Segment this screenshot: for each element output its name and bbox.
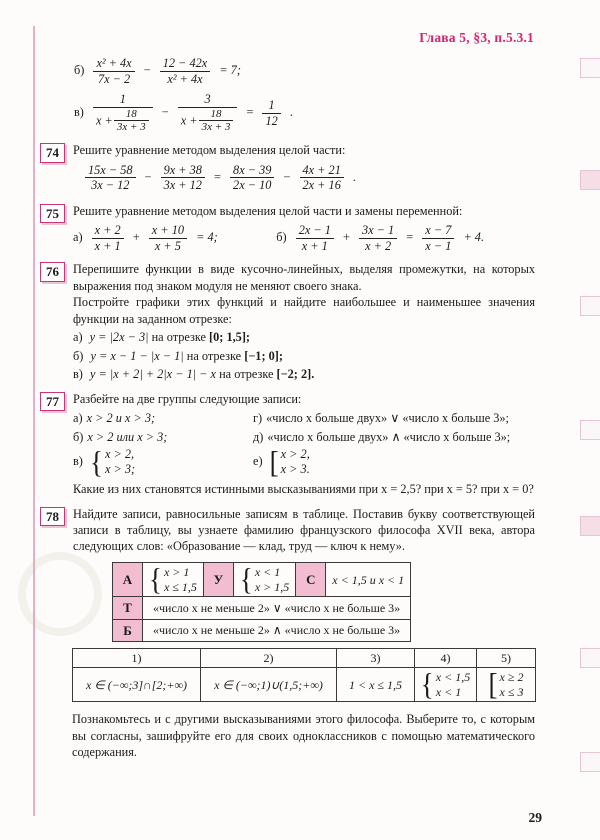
adjacent-page-bleed-box [580, 516, 600, 536]
system-lines [281, 447, 310, 477]
chapter-header: Глава 5, §3, п.5.3.1 [419, 30, 534, 45]
exercise-item-b [74, 56, 535, 86]
numerator: 15x − 58 [85, 163, 136, 179]
problem-78 [38, 506, 535, 555]
letters-table [112, 562, 411, 642]
nested-fraction [199, 108, 234, 135]
denominator: x² + 4x [167, 71, 203, 86]
denominator: x + 2 [365, 238, 392, 253]
adjacent-page-bleed-box [580, 420, 600, 440]
item-label: б) [73, 348, 84, 363]
condition-cell [233, 562, 295, 596]
denominator: 2x + 16 [302, 178, 341, 193]
numerator: 1 [93, 92, 153, 108]
item-label: б) [74, 62, 85, 77]
problem-77 [38, 391, 535, 498]
problem-76-text1: Перепишите функции в виде кусочно-линейных, выделяя промежутки, на которых выражения под знаком модуля не меняют своего знака. [73, 262, 535, 293]
item-v [73, 444, 253, 479]
interval: [0; 1,5]; [209, 330, 251, 345]
letter-cell-u: У [203, 562, 233, 596]
equation-tail: . [289, 105, 293, 120]
numerator: 12 − 42x [160, 56, 211, 72]
item-label: е) [253, 453, 263, 468]
problem-76-text2: Постройте графики этих функций и найдите наибольшее и наименьшее значения функции на заданном отрезке: [73, 295, 535, 326]
fraction [296, 223, 334, 253]
problem-74-number-box [40, 143, 65, 194]
table-header-row [73, 649, 536, 668]
problem-77-items [73, 410, 535, 477]
fraction [85, 163, 136, 193]
item-d [253, 429, 535, 445]
denominator: x − 1 [425, 238, 452, 253]
item-label: а) [73, 330, 83, 345]
problem-77-body [73, 391, 535, 498]
denominator: 2x − 10 [233, 178, 272, 193]
system-of-inequalities [89, 444, 136, 479]
letter-cell-a: А [113, 562, 143, 596]
item-label: б) [276, 230, 287, 245]
numerator: 2x − 1 [296, 223, 334, 239]
system-of-inequalities [149, 561, 197, 597]
letter-cell-t: Т [113, 597, 143, 619]
operator: + [132, 230, 140, 245]
item-a [73, 329, 535, 345]
expression: x > 2 и x > 3; [86, 411, 156, 426]
closing-paragraph: Познакомьтесь и с другими высказываниями этого философа. Выберите то, с которым вы согласны, зашифруйте его для своих одноклассников с помощью математического содержания. [72, 712, 535, 760]
mid-text: на отрезке [151, 330, 206, 345]
equation-tail: . [352, 169, 357, 184]
problem-76 [38, 261, 535, 382]
fraction [230, 163, 274, 193]
inequality: x > 3. [280, 462, 310, 477]
item-label: д) [253, 429, 264, 444]
answer-cell-3: 1 < x ≤ 1,5 [337, 668, 415, 702]
condition-cell: «число x не меньше 2» ∨ «число x не больше 3» [143, 597, 411, 619]
system-lines [164, 565, 197, 594]
aggregate-of-inequalities [269, 444, 310, 479]
column-header: 3) [337, 649, 415, 668]
condition-cell: x < 1,5 и x < 1 [326, 562, 411, 596]
curly-brace: { [239, 561, 253, 597]
answer-cell-1: x ∈ (−∞;3]∩[2;+∞) [73, 668, 201, 702]
answer-cell-5 [477, 668, 536, 702]
inequality: x ≤ 1,5 [163, 579, 197, 594]
denominator: x + 1 [301, 238, 328, 253]
problem-78-body [73, 506, 535, 555]
problem-74-formula [83, 163, 535, 193]
function-formula: y = x − 1 − |x − 1| [90, 348, 184, 363]
inequality: x > 2, [104, 447, 135, 462]
fraction [359, 223, 397, 253]
fraction [93, 92, 153, 134]
adjacent-page-bleed-box [580, 752, 600, 772]
fraction [160, 56, 211, 86]
numerator: x + 2 [92, 223, 124, 239]
page-content [38, 54, 535, 761]
problem-75-number-box [40, 204, 65, 253]
curly-brace: { [89, 444, 103, 479]
fraction [92, 223, 124, 253]
item-label: а) [73, 411, 83, 426]
problem-76-items [73, 329, 535, 382]
item-label: б) [73, 429, 84, 444]
problem-74 [38, 142, 535, 194]
inequality: x > 1 [163, 564, 190, 579]
numerator: 18 [199, 108, 234, 122]
letter-cell-b: Б [113, 619, 143, 641]
problem-77-text: Разбейте на две группы следующие записи: [73, 391, 302, 406]
problem-75-body [73, 203, 535, 253]
numerator: 3x − 1 [359, 223, 397, 239]
problem-number: 77 [40, 392, 65, 411]
exercise-item-v [74, 92, 535, 134]
item-label: в) [74, 105, 84, 120]
adjacent-page-bleed-box [580, 296, 600, 316]
denominator: 3x − 12 [91, 178, 130, 193]
denominator: 12 [265, 113, 278, 128]
equals-sign: = [246, 105, 254, 120]
fraction [93, 56, 134, 86]
denominator [178, 108, 238, 135]
item-b [73, 429, 253, 445]
mid-text: на отрезке [186, 348, 242, 363]
inequality: x > 1,5 [254, 579, 290, 594]
numerator: 18 [114, 108, 149, 122]
inequality: x < 1,5 [435, 670, 471, 685]
inequality: x ≥ 2 [499, 670, 524, 685]
item-a [73, 223, 276, 253]
item-label: а) [73, 230, 83, 245]
denominator: 3x + 3 [116, 121, 146, 134]
denominator [93, 108, 153, 135]
problem-75-items [73, 223, 535, 253]
table-row [73, 668, 536, 702]
fraction [161, 163, 205, 193]
column-header: 4) [415, 649, 477, 668]
aggregate-of-inequalities [488, 666, 524, 702]
denominator: 3x + 3 [201, 121, 231, 134]
system-lines [436, 670, 470, 699]
item-v [73, 366, 535, 382]
item-label: в) [73, 367, 83, 382]
table-row [113, 597, 411, 619]
answer-cell-4 [415, 668, 477, 702]
answers-table [72, 648, 536, 702]
column-header: 2) [201, 649, 337, 668]
system-of-inequalities [420, 666, 471, 702]
denominator: x + 1 [94, 238, 121, 253]
numerator: 1 [262, 98, 280, 114]
item-b [73, 348, 535, 364]
fraction [178, 92, 238, 134]
expression: x > 2 или x > 3; [87, 429, 168, 444]
expression: «число x больше двух» ∧ «число x больше 3»; [267, 429, 511, 444]
adjacent-page-bleed-box [580, 170, 600, 190]
problem-75-text: Решите уравнение методом выделения целой части и замены переменной: [73, 203, 463, 218]
problem-74-body [73, 142, 535, 194]
page-number: 29 [528, 810, 542, 825]
equation-tail: + 4. [463, 230, 485, 245]
margin-rule [33, 26, 35, 816]
adjacent-page-bleed-box [580, 58, 600, 78]
problem-number: 78 [40, 507, 65, 526]
inequality: x < 1 [254, 564, 281, 579]
equals-sign: = [406, 230, 414, 245]
problem-75 [38, 203, 535, 253]
fraction [300, 163, 344, 193]
problem-number: 75 [40, 204, 65, 223]
nested-fraction [114, 108, 149, 135]
item-label: г) [253, 411, 263, 426]
column-header: 5) [477, 649, 536, 668]
column-header: 1) [73, 649, 201, 668]
numerator: x² + 4x [93, 56, 134, 72]
item-g [253, 410, 535, 426]
problem-number: 74 [40, 143, 65, 162]
numerator: x + 10 [149, 223, 187, 239]
letter-cell-s: С [296, 562, 326, 596]
operator: − [144, 169, 152, 184]
system-lines [105, 447, 135, 477]
expression: «число x больше двух» ∨ «число x больше 3»; [266, 411, 509, 426]
problem-74-text: Решите уравнение методом выделения целой части: [73, 143, 346, 158]
problem-78-text: Найдите записи, равносильные записям в таблице. Поставив букву соответствующей записи в таблицу, вы узнаете фамилию французского философа XVII века, автора следующих слов: «Образование — клад, труд — ключ к нему». [73, 506, 535, 554]
condition-cell [143, 562, 204, 596]
item-a [73, 410, 253, 426]
den-text: x + [180, 112, 198, 127]
numerator: 9x + 38 [161, 163, 205, 179]
condition-cell: «число x не меньше 2» ∧ «число x не больше 3» [143, 619, 411, 641]
item-label: в) [73, 453, 83, 468]
system-lines [255, 565, 289, 594]
equation-tail: = 7; [219, 62, 241, 77]
inequality: x > 2, [280, 447, 310, 462]
equation-tail: = 4; [196, 230, 218, 245]
equals-sign: = [214, 169, 221, 184]
curly-brace: { [420, 666, 434, 702]
numerator: 4x + 21 [300, 163, 344, 179]
item-e [253, 444, 535, 479]
interval: [−1; 0]; [244, 348, 283, 363]
operator: − [143, 62, 151, 77]
operator: − [161, 105, 169, 120]
numerator: x − 7 [422, 223, 454, 239]
table-row [113, 619, 411, 641]
problem-number: 76 [40, 262, 65, 281]
answer-cell-2: x ∈ (−∞;1)∪(1,5;+∞) [201, 668, 337, 702]
inequality: x > 3; [104, 462, 136, 477]
function-formula: y = |x + 2| + 2|x − 1| − x [89, 367, 217, 382]
adjacent-page-bleed-box [580, 648, 600, 668]
den-text: x + [95, 112, 113, 127]
table-row [113, 562, 411, 596]
numerator: 3 [178, 92, 238, 108]
denominator: 3x + 12 [163, 178, 202, 193]
fraction [262, 98, 280, 128]
problem-78-number-box [40, 507, 65, 555]
curly-brace: { [149, 561, 162, 597]
denominator: 7x − 2 [97, 71, 131, 86]
inequality: x ≤ 3 [499, 684, 524, 699]
problem-77-question: Какие из них становятся истинными высказываниями при x = 2,5? при x = 5? при x = 0? [73, 482, 534, 497]
system-lines [500, 670, 524, 699]
interval: [−2; 2]. [276, 367, 315, 382]
problem-76-number-box [40, 262, 65, 382]
operator: + [342, 230, 350, 245]
denominator: x + 5 [154, 238, 181, 253]
mid-text: на отрезке [219, 367, 274, 382]
square-bracket: [ [269, 444, 279, 479]
problem-77-number-box [40, 392, 65, 498]
problem-76-body [73, 261, 535, 382]
system-of-inequalities [239, 561, 290, 597]
fraction [422, 223, 454, 253]
inequality: x < 1 [435, 684, 462, 699]
operator: − [283, 169, 291, 184]
item-b [276, 223, 535, 253]
function-formula: y = |2x − 3| [89, 330, 149, 345]
square-bracket: [ [488, 666, 498, 702]
fraction [149, 223, 187, 253]
numerator: 8x − 39 [230, 163, 274, 179]
